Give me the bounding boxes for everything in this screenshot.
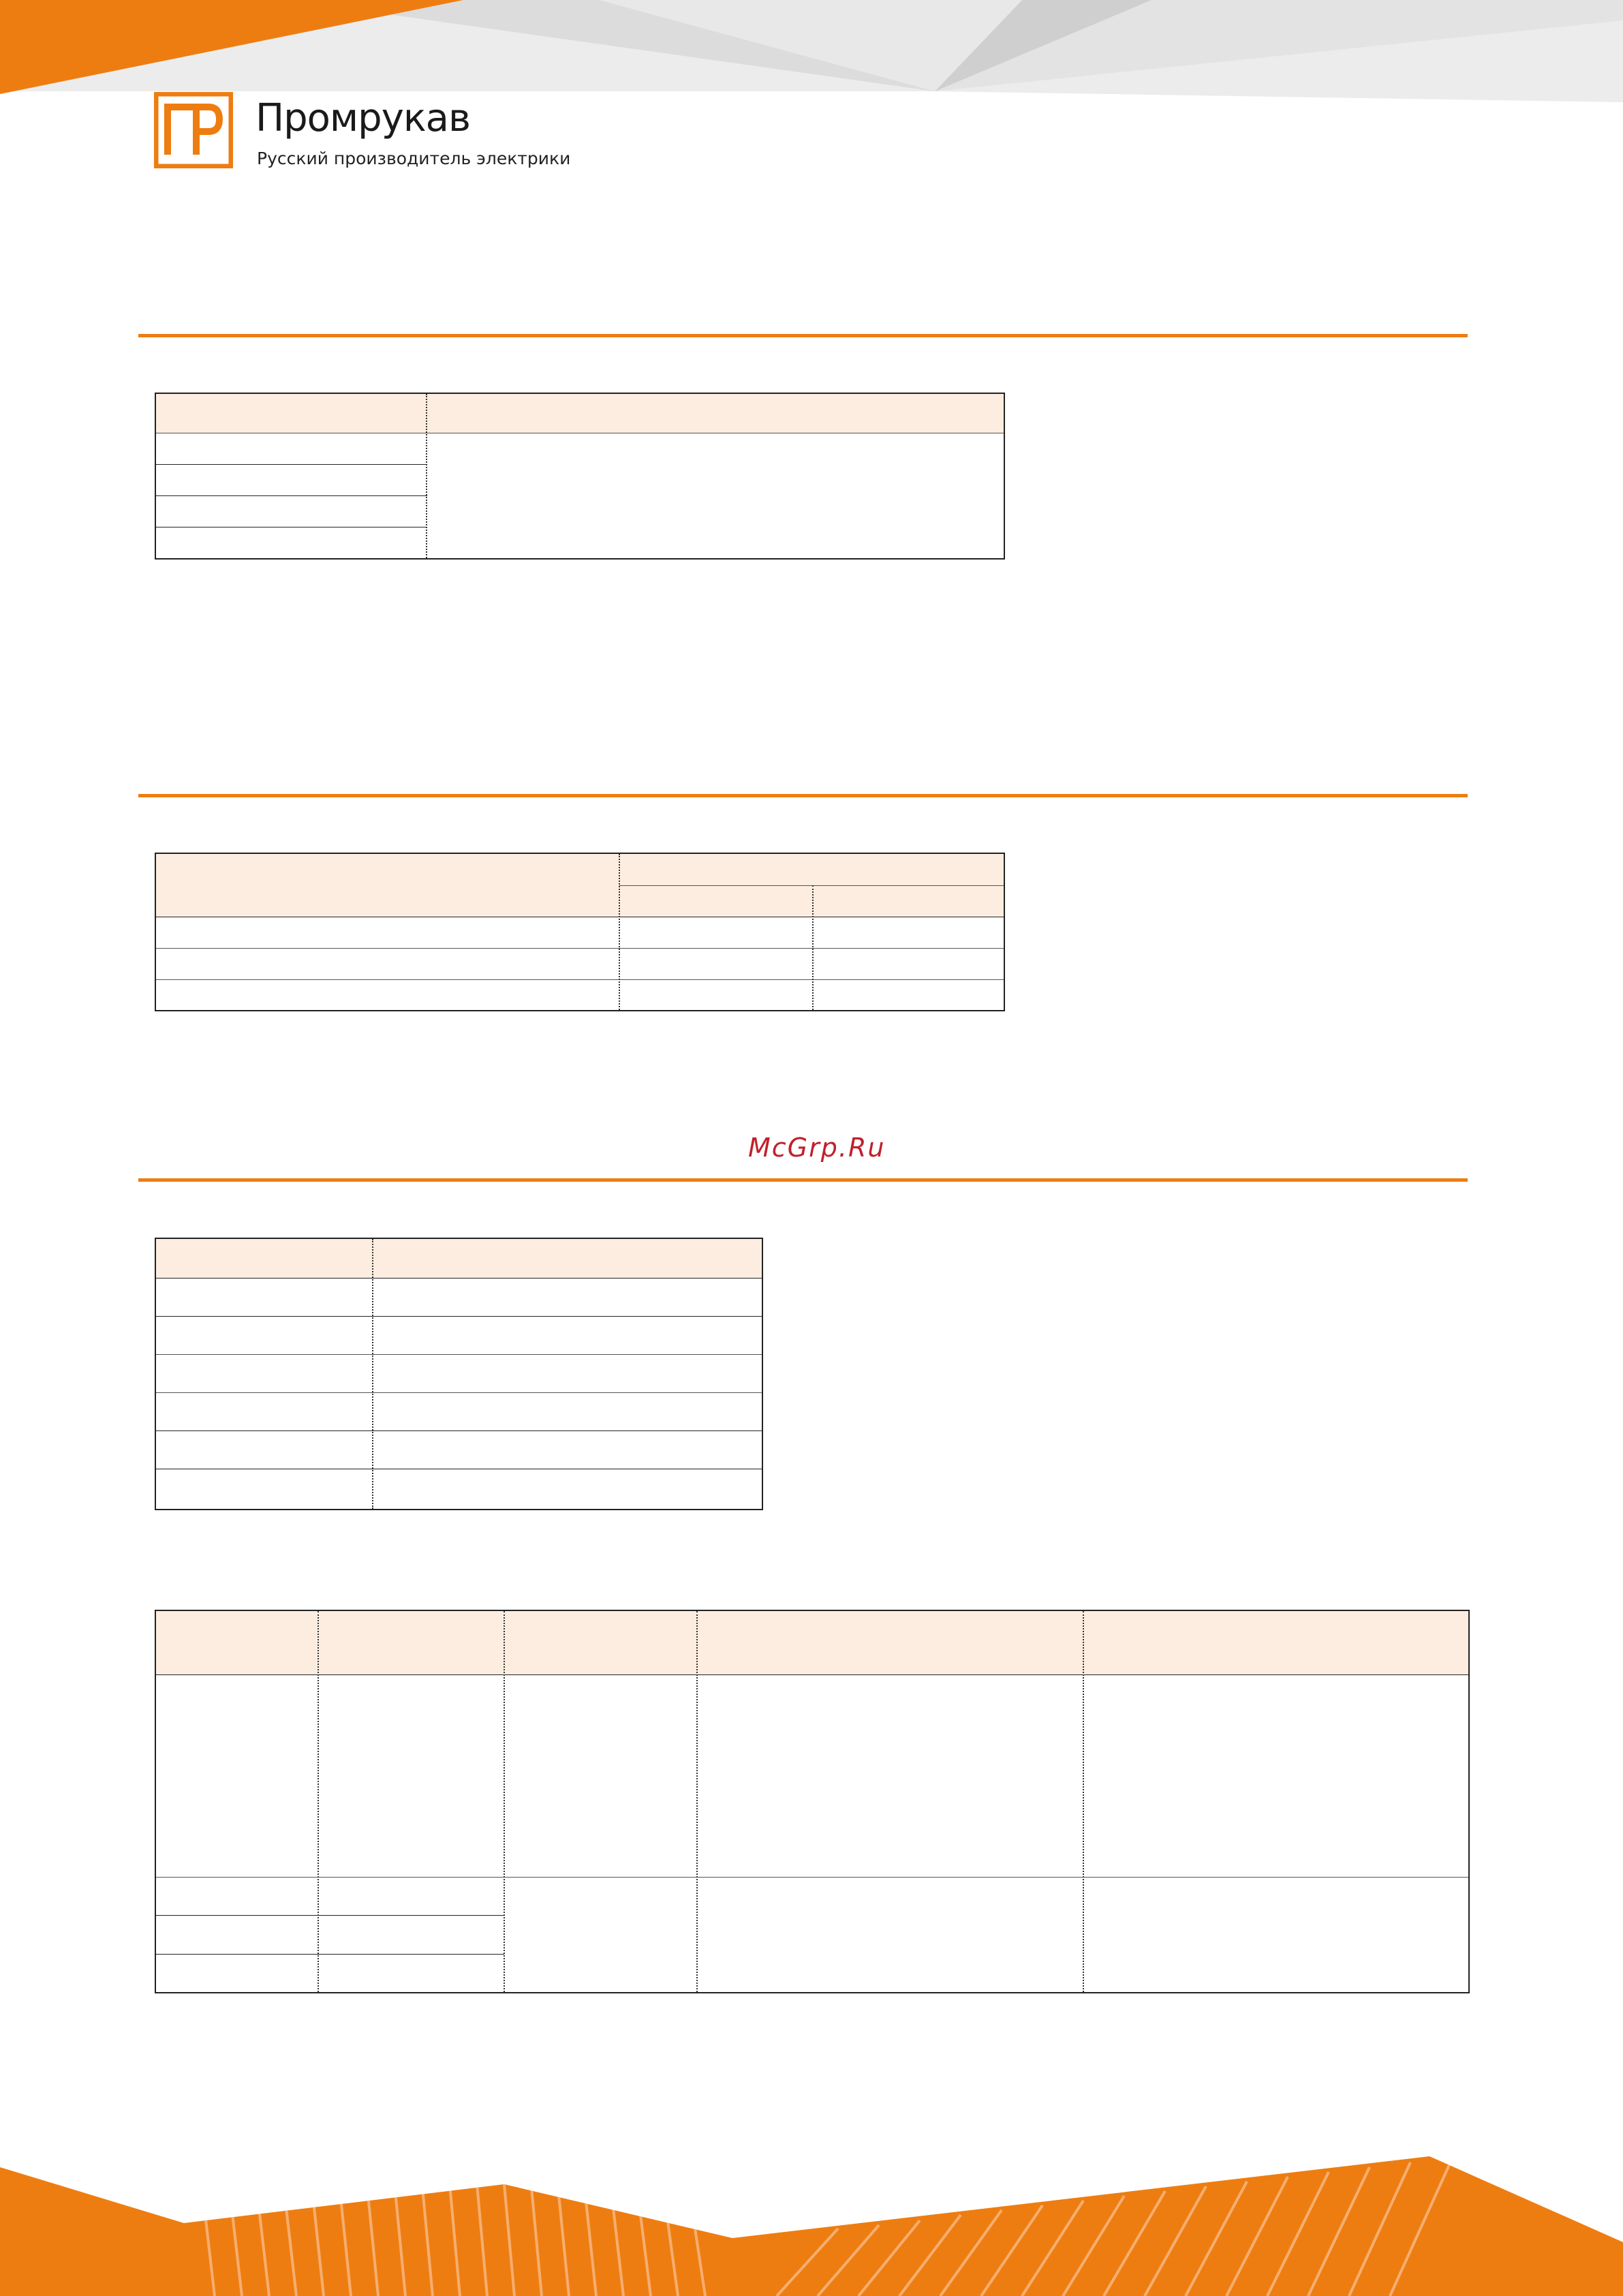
table-header xyxy=(156,1239,762,1278)
brand-tagline: Русский производитель электрики xyxy=(257,149,571,168)
brand-name: Промрукав xyxy=(256,96,470,140)
top-decoration xyxy=(0,0,1623,109)
section-divider-2 xyxy=(138,794,1468,797)
table-header xyxy=(156,1611,1468,1674)
table-2 xyxy=(155,853,1005,1011)
watermark-text: McGrp.Ru xyxy=(748,1133,886,1163)
section-divider-1 xyxy=(138,334,1468,337)
table-header xyxy=(156,394,1004,433)
table-1 xyxy=(155,393,1005,560)
table-3 xyxy=(155,1238,763,1510)
table-4 xyxy=(155,1610,1470,1993)
pr-monogram-icon xyxy=(154,92,233,168)
section-divider-3 xyxy=(138,1178,1468,1182)
